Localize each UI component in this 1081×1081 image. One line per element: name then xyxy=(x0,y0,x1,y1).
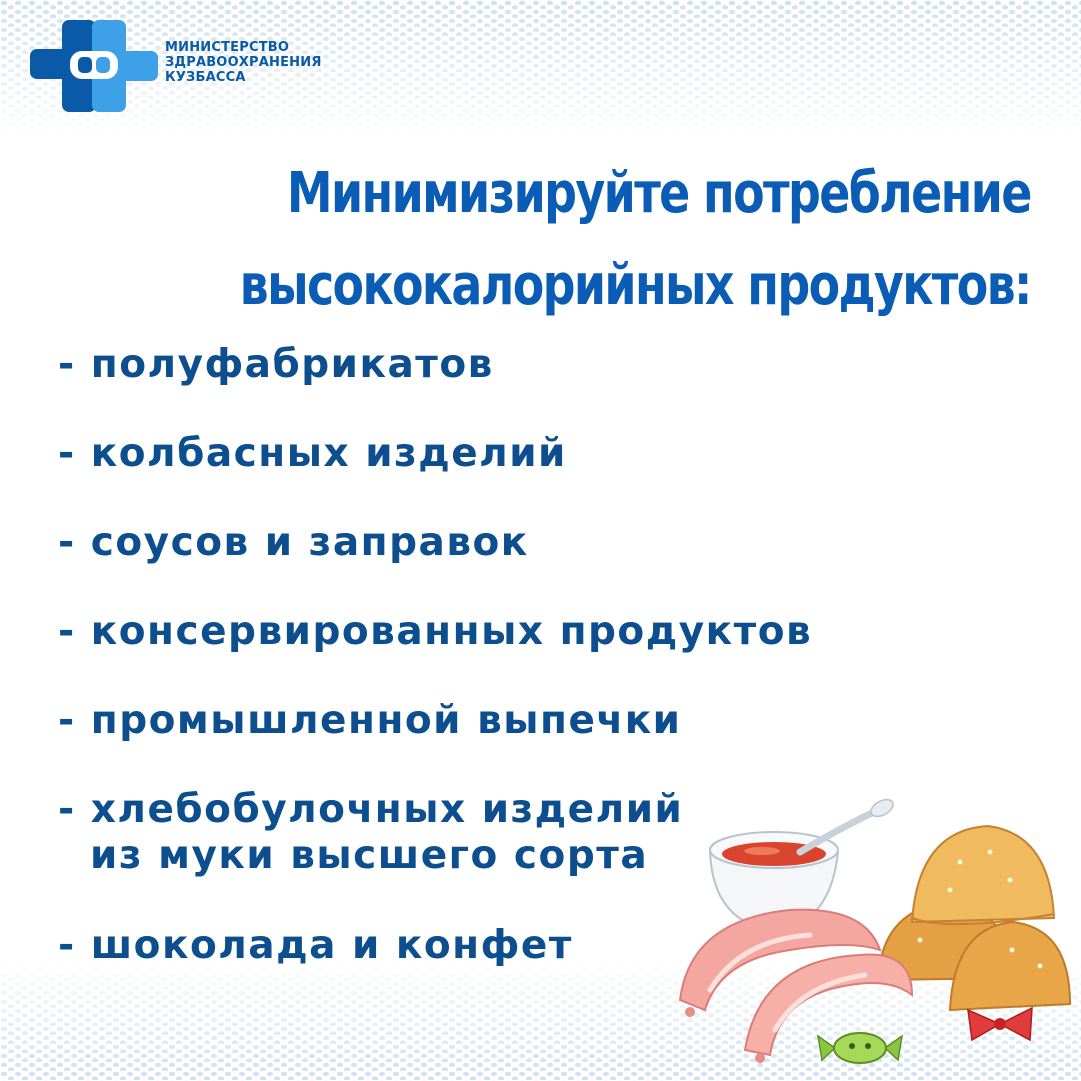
list-item-sauces: - соусов и заправок xyxy=(58,520,529,565)
list-item-bakery-line-2: из муки высшего сорта xyxy=(90,833,649,878)
page-title xyxy=(240,148,1031,332)
list-item-chocolate: - шоколада и конфет xyxy=(58,923,573,968)
ministry-logo-icon xyxy=(30,20,158,112)
ministry-name-line-2: ЗДРАВООХРАНЕНИЯ xyxy=(165,55,322,70)
food-illustration xyxy=(650,790,1081,1081)
red-candy-icon xyxy=(968,1008,1032,1040)
ministry-name-line-1: МИНИСТЕРСТВО xyxy=(165,40,290,55)
list-item-canned: - консервированных продуктов xyxy=(58,609,813,654)
list-item-bakery xyxy=(58,787,683,879)
spoon-icon xyxy=(800,796,896,852)
list-item-pastry: - промышленной выпечки xyxy=(58,698,682,743)
list-item-semi-finished: - полуфабрикатов xyxy=(58,342,494,387)
green-candy-icon xyxy=(818,1033,902,1063)
page-title-line-2: высококалорийных продуктов: xyxy=(239,253,1031,318)
ministry-name xyxy=(165,40,322,85)
page-title-line-1: Минимизируйте потребление xyxy=(287,161,1031,226)
list-item-sausages: - колбасных изделий xyxy=(58,431,567,476)
list-item-bakery-line-1: - хлебобулочных изделий xyxy=(58,787,684,832)
ministry-name-line-3: КУЗБАССА xyxy=(165,70,246,85)
